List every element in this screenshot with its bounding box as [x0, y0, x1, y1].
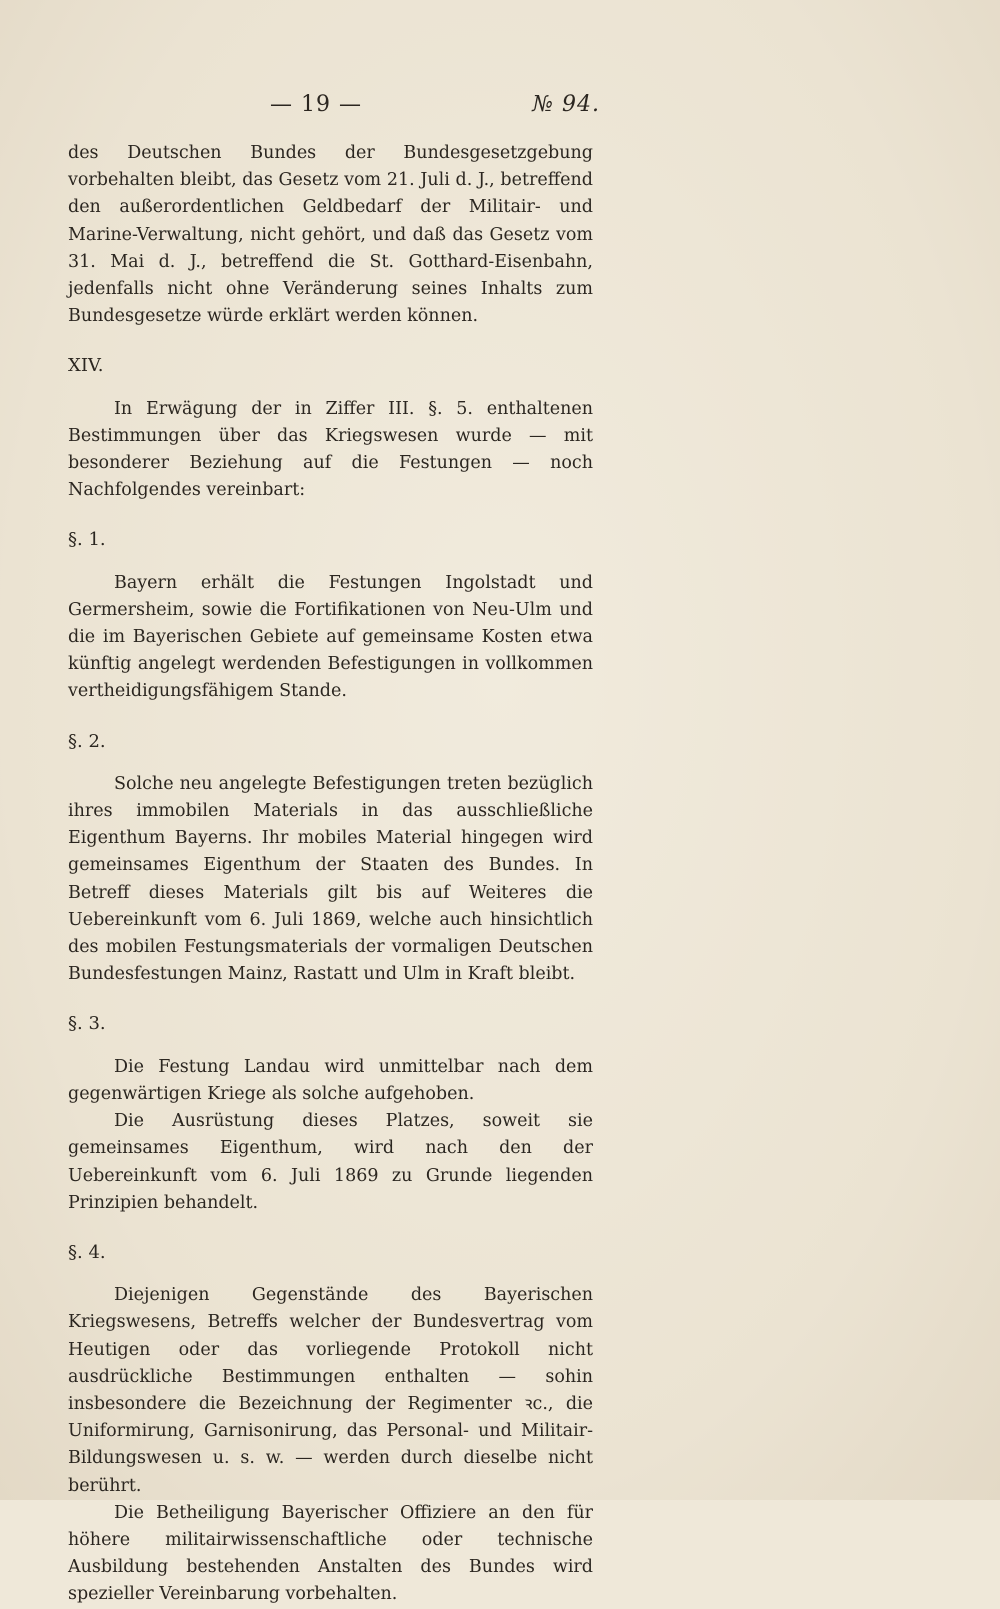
- page-number: — 19 —: [270, 92, 362, 117]
- paragraph-3-text-1: Die Festung Landau wird unmittelbar nach dem gegenwärtigen Kriege als solche aufgehoben.: [68, 1056, 593, 1104]
- section-heading-xiv: XIV.: [68, 355, 104, 377]
- paragraph-3-text-2: Die Ausrüstung dieses Platzes, soweit sie gemeinsames Eigenthum, wird nach den der Uebereinkunft vom 6. Juli 1869 zu Grunde liegenden Prinzipien behandelt.: [68, 1111, 593, 1213]
- paragraph-heading-1: §. 1.: [68, 529, 106, 551]
- paragraph-1-text: Bayern erhält die Festungen Ingolstadt und Germersheim, sowie die Fortifikationen von Neu-Ulm und die im Bayerischen Gebiete auf gemeinsame Kosten etwa künftig angelegt werdenden Befestigungen in vollkommen vertheidigungsfähigem Stande.: [68, 572, 593, 702]
- paragraph-heading-3: §. 3.: [68, 1013, 106, 1035]
- document-number: № 94.: [532, 92, 600, 117]
- section-xiv-text: In Erwägung der in Ziffer III. §. 5. enthaltenen Bestimmungen über das Kriegswesen wurde — mit besonderer Beziehung auf die Festungen — noch Nachfolgendes vereinbart:: [68, 398, 593, 501]
- body-text: [68, 140, 593, 1609]
- paragraph-2-text: Solche neu angelegte Befestigungen treten bezüglich ihres immobilen Materials in das ausschließliche Eigenthum Bayerns. Ihr mobiles Material hingegen wird gemeinsames Eigenthum der Staaten des Bundes. In Betreff dieses Materials gilt bis auf Weiteres die Uebereinkunft vom 6. Juli 1869, welche auch hinsichtlich des mobilen Festungsmaterials der vormaligen Deutschen Bundesfestungen Mainz, Rastatt und Ulm in Kraft bleibt.: [68, 773, 593, 985]
- paragraph-4-text-1: Diejenigen Gegenstände des Bayerischen Kriegswesens, Betreffs welcher der Bundesvertrag vom Heutigen oder das vorliegende Protokoll nicht ausdrückliche Bestimmungen enthalten — sohin insbesondere die Bezeichnung der Regimenter ꝛc., die Uniformirung, Garnisonirung, das Personal- und Militair-Bildungswesen u. s. w. — werden durch dieselbe nicht berührt.: [68, 1285, 593, 1496]
- intro-paragraph: des Deutschen Bundes der Bundesgesetzgebung vorbehalten bleibt, das Gesetz vom 21. Juli d. J., betreffend den außerordentlichen Geldbedarf der Militair- und Marine-Verwaltung, nicht gehört, und daß das Gesetz vom 31. Mai d. J., betreffend die St. Gotthard-Eisenbahn, jedenfalls nicht ohne Veränderung seines Inhalts zum Bundesgesetze würde erklärt werden können.: [68, 143, 593, 327]
- paragraph-4-text-2: Die Betheiligung Bayerischer Offiziere an den für höhere militairwissenschaftliche oder technische Ausbildung bestehenden Anstalten des Bundes wird spezieller Vereinbarung vorbehalten.: [68, 1502, 593, 1605]
- paragraph-heading-2: §. 2.: [68, 730, 106, 752]
- paragraph-heading-4: §. 4.: [68, 1241, 106, 1263]
